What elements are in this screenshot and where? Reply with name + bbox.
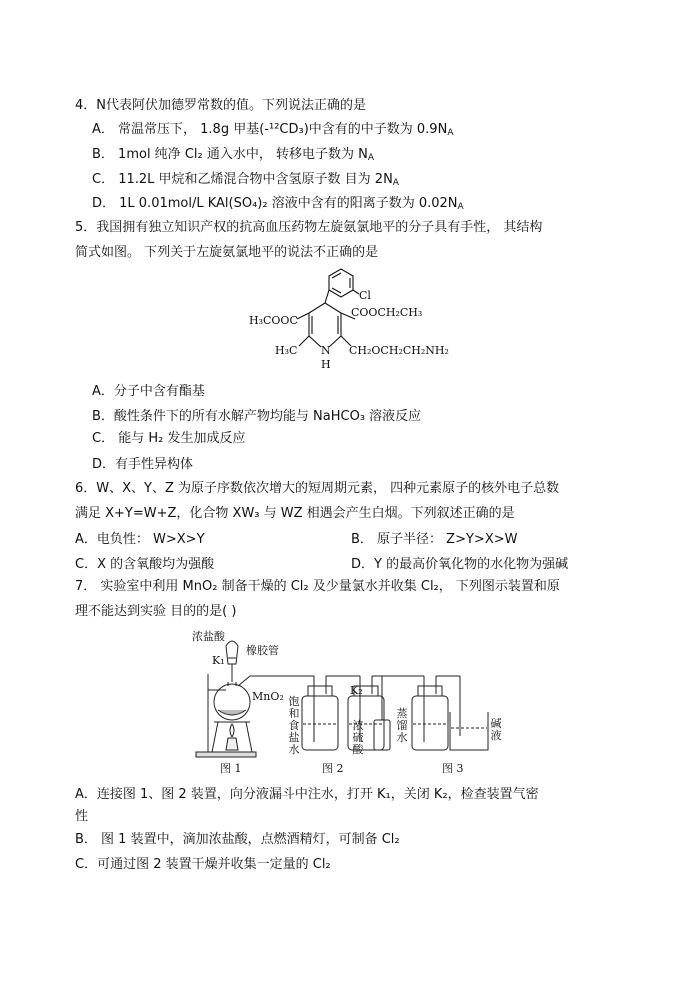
q6-stem-line1: 6．W、X、Y、Z 为原子序数依次增大的短周期元素， 四种元素原子的核外电子总数: [75, 481, 560, 496]
mno2-label: MnO₂: [252, 690, 284, 703]
conc-h2so4-label: 浓硫酸: [352, 719, 364, 756]
q7-option-c: C．可通过图 2 装置干燥并收集一定量的 Cl₂: [75, 857, 331, 872]
q7-option-a-line1: A．连接图 1、图 2 装置，向分液漏斗中注水，打开 K₁，关闭 K₂，检查装置气密: [75, 787, 539, 802]
q6-option-b: B． 原子半径： Z>Y>X>W: [351, 532, 518, 547]
distilled-water-label: 蒸馏水: [396, 707, 408, 744]
apparatus-figure: [190, 624, 510, 776]
ring-nitrogen-label: N: [321, 344, 331, 357]
conc-hcl-label: 浓盐酸: [192, 630, 225, 643]
chlorine-label: Cl: [359, 289, 371, 302]
q5-option-c: C． 能与 H₂ 发生加成反应: [92, 431, 246, 446]
q4-option-d: D． 1L 0.01mol/L KAl(SO₄)₂ 溶液中含有的阳离子数为 0.02NA: [92, 196, 464, 212]
sat-salt-water-label: 饱和食盐水: [288, 695, 300, 756]
q4-option-a: A． 常温常压下， 1.8g 甲基(-¹²CD₃)中含有的中子数为 0.9NA: [92, 122, 454, 138]
alkali-solution-label: 碱液: [490, 717, 502, 742]
q6-option-d: D．Y 的最高价氧化物的水化物为强碱: [351, 557, 569, 572]
fig3-caption: 图 3: [442, 762, 464, 775]
k1-label: K₁: [212, 654, 225, 667]
q7-option-a-line2: 性: [75, 809, 89, 824]
q5-option-d: D．有手性异构体: [92, 457, 194, 472]
k2-label: K₂: [350, 684, 363, 697]
fig1-caption: 图 1: [220, 762, 242, 775]
q6-option-c: C．X 的含氧酸均为强酸: [75, 557, 215, 572]
right-ester-label: COOCH₂CH₃: [351, 306, 423, 319]
q4-stem: 4．N代表阿伏加德罗常数的值。下列说法正确的是: [75, 98, 366, 113]
q7-option-b: B． 图 1 装置中，滴加浓盐酸，点燃酒精灯，可制备 Cl₂: [75, 832, 400, 847]
methyl-label: H₃C: [275, 344, 298, 357]
q6-stem-line2: 满足 X+Y=W+Z，化合物 XW₃ 与 WZ 相遇会产生白烟。下列叙述正确的是: [75, 506, 515, 521]
q6-option-a: A．电负性： W>X>Y: [75, 532, 205, 547]
q5-option-b: B．酸性条件下的所有水解产物均能与 NaHCO₃ 溶液反应: [92, 409, 422, 424]
left-ester-label: H₃COOC: [249, 314, 298, 327]
q4-option-c: C． 11.2L 甲烷和乙烯混合物中含氢原子数 目为 2NA: [92, 172, 399, 188]
fig2-caption: 图 2: [322, 762, 344, 775]
q7-stem-line2: 理不能达到实验 目的的是( ): [75, 604, 237, 619]
q4-option-b: B． 1mol 纯净 Cl₂ 通入水中， 转移电子数为 NA: [92, 147, 375, 163]
nh-hydrogen-label: H: [321, 358, 331, 371]
side-chain-label: CH₂OCH₂CH₂NH₂: [349, 344, 449, 357]
rubber-tube-label: 橡胶管: [246, 644, 279, 657]
q7-stem-line1: 7． 实验室中利用 MnO₂ 制备干燥的 Cl₂ 及少量氯水并收集 Cl₂， 下列图示装置和原: [75, 579, 560, 594]
q5-stem-line1: 5．我国拥有独立知识产权的抗高血压药物左旋氨氯地平的分子具有手性， 其结构: [75, 220, 543, 235]
q5-option-a: A．分子中含有酯基: [92, 384, 205, 399]
q5-stem-line2: 简式如图。 下列关于左旋氨氯地平的说法不正确的是: [75, 245, 379, 260]
amlodipine-structure: [245, 268, 465, 378]
